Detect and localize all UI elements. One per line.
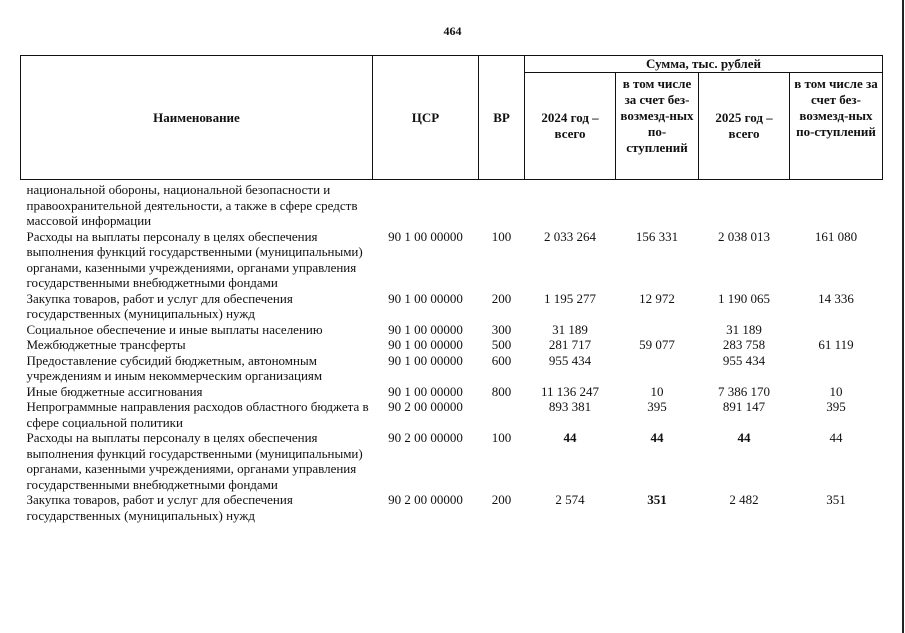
row-name: национальной обороны, национальной безопасности и правоохранительной деятельности, а также в сфере средств массовой информации — [26, 182, 358, 228]
row-name: Предоставление субсидий бюджетным, автономным учреждениям и иным некоммерческим организациям — [26, 352, 323, 383]
header-sum-group: Сумма, тыс. рублей — [525, 56, 883, 73]
row-vr — [479, 399, 525, 430]
row-name: Иные бюджетные ассигнования — [26, 383, 203, 399]
page-number: 464 — [443, 24, 462, 38]
header-vr: ВР — [479, 56, 525, 180]
row-name: Расходы на выплаты персоналу в целях обеспечения выполнения функций государственными (муниципальными) органами, казенными учреждениями, органами управления государственными внебюджетными фондами — [26, 228, 363, 290]
row-2024-total: 11 136 247 — [540, 383, 600, 399]
row-2024-gratuitous: 10 — [650, 383, 664, 399]
row-name: Непрограммные направления расходов областного бюджета в сфере социальной политики — [26, 399, 369, 430]
row-2024-gratuitous — [616, 322, 699, 338]
row-2025-gratuitous: 14 336 — [818, 290, 854, 306]
row-2024-gratuitous — [616, 180, 699, 229]
table-row — [21, 353, 883, 384]
row-vr: 800 — [491, 383, 512, 399]
row-2024-gratuitous: 12 972 — [639, 290, 675, 306]
row-2025-gratuitous: 351 — [826, 492, 846, 507]
row-2025-gratuitous: 10 — [829, 383, 843, 399]
row-name: Межбюджетные трансферты — [26, 337, 186, 352]
row-csr: 90 2 00 00000 — [388, 492, 463, 507]
table-row — [21, 399, 883, 430]
row-2024-total: 31 189 — [552, 321, 588, 337]
table-row — [21, 384, 883, 400]
row-2024-total: 281 717 — [548, 337, 592, 352]
row-2024-total: 1 195 277 — [544, 290, 596, 306]
row-csr — [373, 180, 479, 229]
row-name: Закупка товаров, работ и услуг для обеспечения государственных (муниципальных) нужд — [26, 492, 293, 523]
row-2025-gratuitous: 61 119 — [818, 337, 854, 352]
row-2025-total: 7 386 170 — [718, 383, 770, 399]
row-2025-total: 2 482 — [729, 492, 759, 507]
row-csr: 90 1 00 00000 — [388, 228, 463, 244]
table-row — [21, 322, 883, 338]
row-2025-gratuitous — [790, 180, 883, 229]
row-2024-total: 2 574 — [555, 492, 585, 507]
row-vr: 500 — [491, 337, 512, 352]
row-2025-gratuitous: 395 — [826, 399, 846, 414]
table-row — [21, 180, 883, 229]
header-2024-total: 2024 год – всего — [525, 73, 616, 180]
row-2024-total: 893 381 — [548, 399, 592, 414]
row-vr: 100 — [491, 430, 512, 445]
row-vr — [479, 180, 525, 229]
row-2024-total: 955 434 — [548, 352, 592, 368]
row-vr: 200 — [491, 290, 512, 306]
header-name: Наименование — [21, 56, 373, 180]
row-name: Закупка товаров, работ и услуг для обеспечения государственных (муниципальных) нужд — [26, 290, 293, 321]
row-name: Социальное обеспечение и иные выплаты населению — [26, 321, 323, 337]
row-csr: 90 1 00 00000 — [388, 352, 463, 368]
row-2025-total — [699, 180, 790, 229]
row-2024-total — [525, 180, 616, 229]
row-vr: 600 — [491, 352, 512, 368]
row-2025-gratuitous — [790, 353, 883, 384]
row-2024-gratuitous: 59 077 — [639, 337, 675, 352]
scan-edge-line — [902, 0, 904, 633]
table-row — [21, 229, 883, 291]
row-2024-gratuitous: 156 331 — [635, 228, 679, 244]
table-row — [21, 337, 883, 353]
row-name: Расходы на выплаты персоналу в целях обеспечения выполнения функций государственными (муниципальными) органами, казенными учреждениями, органами управления государственными внебюджетными фондами — [26, 430, 363, 492]
row-csr: 90 1 00 00000 — [388, 383, 463, 399]
row-csr: 90 1 00 00000 — [388, 337, 463, 352]
row-2025-gratuitous: 161 080 — [814, 228, 858, 244]
row-csr: 90 1 00 00000 — [388, 290, 463, 306]
header-2024-gratuitous: в том числе за счет без-возмезд-ных по-ступлений — [616, 73, 699, 180]
row-2025-total: 31 189 — [726, 321, 762, 337]
row-2024-gratuitous: 395 — [647, 399, 667, 414]
row-2025-total: 891 147 — [722, 399, 766, 414]
row-2024-gratuitous: 44 — [650, 430, 664, 445]
row-2024-total: 2 033 264 — [544, 228, 596, 244]
table-header — [21, 56, 883, 180]
row-2025-total: 44 — [737, 430, 751, 445]
header-2025-gratuitous: в том числе за счет без-возмезд-ных по-ступлений — [790, 73, 883, 180]
row-2025-total: 283 758 — [722, 337, 766, 352]
header-csr: ЦСР — [373, 56, 479, 180]
table-row — [21, 430, 883, 492]
table-body — [21, 180, 883, 524]
header-2025-total: 2025 год – всего — [699, 73, 790, 180]
row-csr: 90 1 00 00000 — [388, 321, 463, 337]
table-row — [21, 492, 883, 523]
row-vr: 300 — [491, 321, 512, 337]
row-2025-gratuitous — [790, 322, 883, 338]
row-2025-total: 1 190 065 — [718, 290, 770, 306]
row-csr: 90 2 00 00000 — [388, 430, 463, 445]
row-2024-gratuitous — [616, 353, 699, 384]
row-2025-total: 955 434 — [722, 352, 766, 368]
row-vr: 200 — [491, 492, 512, 507]
row-2024-gratuitous: 351 — [647, 492, 667, 507]
row-2025-total: 2 038 013 — [718, 228, 770, 244]
row-vr: 100 — [491, 228, 512, 244]
row-csr: 90 2 00 00000 — [388, 399, 463, 414]
row-2025-gratuitous: 44 — [829, 430, 843, 445]
table-row — [21, 291, 883, 322]
budget-table — [20, 55, 883, 523]
row-2024-total: 44 — [563, 430, 577, 445]
